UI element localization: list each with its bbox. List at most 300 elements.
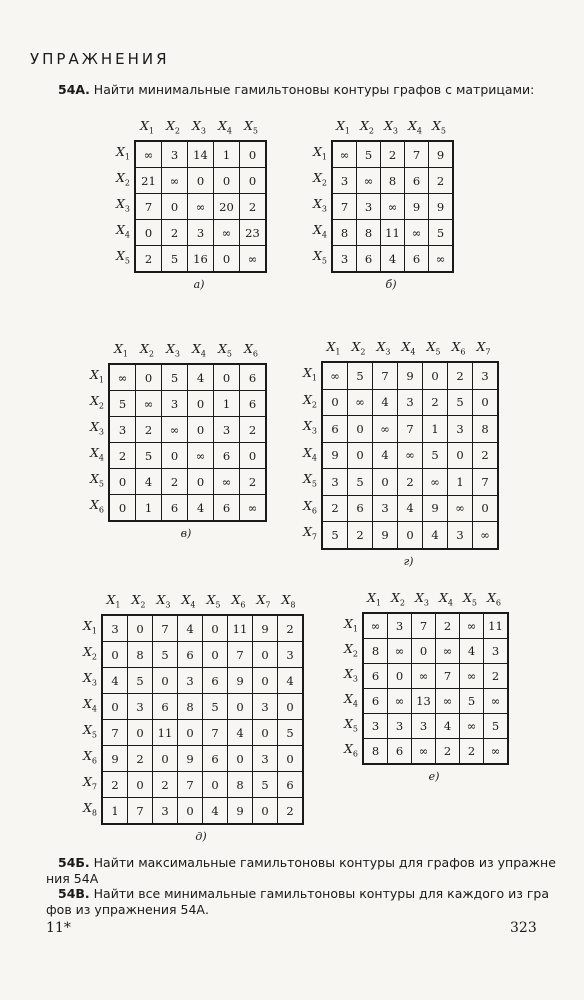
matrix-cell: 6 — [388, 739, 412, 765]
matrix-cell: 0 — [162, 194, 188, 220]
matrix-cell: ∞ — [388, 639, 412, 664]
matrix-cell: ∞ — [373, 416, 398, 443]
matrix-cell: 1 — [448, 469, 473, 496]
matrix-cell: 5 — [253, 772, 278, 798]
column-header: $X_4$ — [218, 118, 232, 136]
matrix-row — [332, 246, 453, 273]
matrix-cell: 2 — [423, 389, 448, 416]
matrix-cell: 3 — [473, 362, 499, 389]
matrix-cell: ∞ — [162, 168, 188, 194]
column-header: $X_1$ — [140, 118, 154, 136]
matrix-cell: 9 — [253, 615, 278, 642]
matrix-table — [331, 140, 454, 273]
matrix-cell: 20 — [214, 194, 240, 220]
matrix-row — [322, 469, 498, 496]
matrix-cell: 7 — [178, 772, 203, 798]
matrix-cell: 3 — [412, 714, 436, 739]
matrix-cell: ∞ — [448, 495, 473, 522]
matrix-cell: 7 — [153, 615, 178, 642]
matrix-cell: 6 — [357, 246, 381, 273]
row-label: $X_5$ — [344, 715, 358, 733]
matrix-cell: 0 — [278, 746, 304, 772]
matrix-cell: 4 — [460, 639, 484, 664]
matrix-cell: 0 — [253, 798, 278, 825]
matrix-cell: 8 — [332, 220, 357, 246]
column-header: $X_1$ — [106, 592, 121, 610]
matrix-cell: 0 — [188, 168, 214, 194]
matrix-cell: 2 — [153, 772, 178, 798]
matrix-cell: 9 — [102, 746, 128, 772]
matrix-row — [109, 364, 266, 391]
matrix-cell: 0 — [162, 443, 188, 469]
matrix-caption: д) — [195, 830, 207, 843]
matrix-cell: ∞ — [240, 246, 267, 273]
matrix-cell: 5 — [348, 469, 373, 496]
matrix-cell: ∞ — [332, 141, 357, 168]
row-label: $X_7$ — [83, 774, 97, 792]
matrix-cell: 4 — [373, 442, 398, 469]
matrix-cell: 8 — [473, 416, 499, 443]
column-header: $X_3$ — [376, 339, 391, 357]
matrix-cell: ∞ — [188, 194, 214, 220]
matrix-cell: 6 — [322, 416, 348, 443]
matrix-row — [332, 194, 453, 220]
column-header: $X_3$ — [415, 590, 429, 608]
matrix-cell: 8 — [363, 639, 388, 664]
exercise-54a-text: Найти минимальные гамильтоновы контуры графов с матрицами: — [89, 82, 535, 97]
row-label: $X_1$ — [344, 615, 358, 633]
matrix-cell: 0 — [214, 364, 240, 391]
matrix-cell: 2 — [436, 739, 460, 765]
matrix-cell: 0 — [448, 442, 473, 469]
exercise-54a — [58, 82, 578, 98]
matrix-cell: 0 — [253, 642, 278, 668]
matrix-cell: 21 — [135, 168, 162, 194]
matrix-cell: ∞ — [240, 495, 267, 522]
column-header: $X_6$ — [451, 339, 466, 357]
matrix-cell: 11 — [484, 613, 509, 639]
matrix-cell: 3 — [322, 469, 348, 496]
matrix-cell: 9 — [429, 141, 454, 168]
matrix-cell: 7 — [102, 720, 128, 746]
row-label: $X_5$ — [313, 248, 327, 266]
column-header: $X_1$ — [114, 341, 128, 359]
matrix-row — [322, 442, 498, 469]
row-label: $X_6$ — [344, 740, 358, 758]
matrix-cell: 5 — [423, 442, 448, 469]
column-header: $X_5$ — [463, 590, 477, 608]
matrix-table — [101, 614, 304, 825]
column-header: $X_3$ — [156, 592, 171, 610]
row-label: $X_4$ — [344, 690, 358, 708]
matrix-cell: ∞ — [460, 714, 484, 739]
matrix-cell: 8 — [178, 694, 203, 720]
row-label: $X_2$ — [116, 170, 130, 188]
column-header: $X_2$ — [351, 339, 366, 357]
matrix-cell: 0 — [240, 168, 267, 194]
matrix-cell: 13 — [412, 689, 436, 714]
matrix-cell: 0 — [398, 522, 423, 549]
matrix-row — [109, 417, 266, 443]
matrix-row — [363, 714, 508, 739]
matrix-cell: 3 — [109, 417, 136, 443]
matrix-cell: ∞ — [135, 141, 162, 168]
matrix-cell: 6 — [240, 364, 267, 391]
matrix-cell: 5 — [109, 391, 136, 417]
matrix-row — [135, 246, 266, 273]
matrix-cell: 3 — [162, 391, 188, 417]
signature-mark: 11* — [46, 920, 71, 936]
matrix-cell: 0 — [153, 746, 178, 772]
matrix-cell: 8 — [363, 739, 388, 765]
matrix-cell: 0 — [128, 720, 153, 746]
page-number: 323 — [510, 920, 537, 936]
matrix-table — [134, 140, 267, 273]
matrix-cell: 0 — [188, 417, 214, 443]
matrix-cell: 1 — [423, 416, 448, 443]
matrix-cell: 4 — [398, 495, 423, 522]
row-label: $X_4$ — [303, 444, 317, 463]
matrix-cell: 0 — [128, 772, 153, 798]
exercise-54b-number: 54Б. — [58, 855, 90, 870]
row-label: $X_3$ — [313, 196, 327, 214]
matrix-cell: ∞ — [381, 194, 405, 220]
matrix-cell: 9 — [373, 522, 398, 549]
matrix-cell: ∞ — [398, 442, 423, 469]
matrix-row — [322, 416, 498, 443]
matrix-cell: 6 — [278, 772, 304, 798]
row-label: $X_3$ — [83, 670, 97, 688]
matrix-cell: 3 — [448, 416, 473, 443]
matrix-cell: 3 — [188, 220, 214, 246]
matrix-caption: в) — [180, 527, 192, 540]
matrix-cell: 5 — [278, 720, 304, 746]
matrix-cell: 2 — [473, 442, 499, 469]
matrix-cell: ∞ — [412, 664, 436, 689]
matrix-cell: 8 — [128, 642, 153, 668]
matrix-cell: 3 — [448, 522, 473, 549]
matrix-cell: 5 — [348, 362, 373, 389]
matrix-cell: 0 — [240, 141, 267, 168]
matrix-cell: 2 — [162, 469, 188, 495]
matrix-row — [102, 694, 303, 720]
matrix-cell: 6 — [240, 391, 267, 417]
matrix-cell: 3 — [153, 798, 178, 825]
row-label: $X_8$ — [83, 800, 97, 818]
matrix-cell: 2 — [381, 141, 405, 168]
matrix-cell: 6 — [203, 668, 228, 694]
matrix-cell: 5 — [460, 689, 484, 714]
matrix-row — [332, 141, 453, 168]
matrix-cell: 6 — [153, 694, 178, 720]
matrix-cell: 2 — [128, 746, 153, 772]
row-label: $X_4$ — [83, 696, 97, 714]
matrix-row — [363, 739, 508, 765]
matrix-cell: 2 — [240, 469, 267, 495]
matrix-cell: ∞ — [460, 613, 484, 639]
matrix-cell: 4 — [188, 364, 214, 391]
matrix-cell: 2 — [162, 220, 188, 246]
matrix-cell: ∞ — [423, 469, 448, 496]
matrix-cell: 9 — [322, 442, 348, 469]
matrix-cell: 11 — [381, 220, 405, 246]
matrix-cell: 2 — [278, 798, 304, 825]
column-header: $X_5$ — [218, 341, 232, 359]
row-label: $X_2$ — [303, 391, 317, 410]
matrix-cell: 0 — [178, 798, 203, 825]
matrix-cell: 0 — [388, 664, 412, 689]
matrix-table — [362, 612, 509, 765]
matrix-row — [102, 668, 303, 694]
matrix-cell: 6 — [363, 689, 388, 714]
matrix-cell: ∞ — [484, 739, 509, 765]
matrix-cell: 0 — [109, 469, 136, 495]
column-header: $X_1$ — [367, 590, 381, 608]
matrix-cell: ∞ — [357, 168, 381, 194]
matrix-cell: 0 — [136, 364, 162, 391]
matrix-cell: ∞ — [484, 689, 509, 714]
matrix-cell: ∞ — [348, 389, 373, 416]
matrix-cell: 9 — [228, 798, 253, 825]
matrix-cell: 0 — [253, 668, 278, 694]
matrix-cell: 0 — [253, 720, 278, 746]
matrix-cell: 4 — [381, 246, 405, 273]
matrix-cell: 6 — [363, 664, 388, 689]
matrix-row — [135, 141, 266, 168]
matrix-cell: 7 — [332, 194, 357, 220]
column-header: $X_3$ — [384, 118, 398, 136]
matrix-cell: 4 — [136, 469, 162, 495]
matrix-cell: 3 — [128, 694, 153, 720]
matrix-row — [109, 495, 266, 522]
matrix-cell: 7 — [412, 613, 436, 639]
matrix-cell: 8 — [357, 220, 381, 246]
column-header: $X_4$ — [408, 118, 422, 136]
row-label: $X_2$ — [313, 170, 327, 188]
row-label: $X_2$ — [90, 393, 104, 411]
column-header: $X_7$ — [476, 339, 491, 357]
row-label: $X_2$ — [344, 640, 358, 658]
matrix-row — [109, 469, 266, 495]
matrix-caption: е) — [428, 770, 440, 783]
row-label: $X_3$ — [90, 419, 104, 437]
matrix-cell: 0 — [322, 389, 348, 416]
matrix-table — [321, 361, 499, 550]
row-label: $X_5$ — [303, 471, 317, 489]
matrix-cell: 5 — [322, 522, 348, 549]
matrix-cell: ∞ — [188, 443, 214, 469]
matrix-cell: 11 — [228, 615, 253, 642]
matrix-cell: 4 — [436, 714, 460, 739]
row-label: $X_5$ — [83, 722, 97, 740]
matrix-cell: 3 — [373, 495, 398, 522]
exercise-54c — [46, 886, 558, 918]
row-label: $X_4$ — [90, 445, 104, 463]
matrix-cell: 7 — [398, 416, 423, 443]
exercise-54b-line1: Найти максимальные гамильтоновы контуры для графов из упражне — [89, 855, 556, 870]
matrix-cell: 0 — [203, 772, 228, 798]
matrix-cell: 0 — [102, 642, 128, 668]
matrix-cell: ∞ — [412, 739, 436, 765]
exercise-54c-number: 54В. — [58, 886, 90, 901]
matrix-cell: 6 — [178, 642, 203, 668]
matrix-cell: 0 — [348, 416, 373, 443]
column-header: $X_4$ — [401, 339, 416, 357]
matrix-cell: 5 — [162, 246, 188, 273]
matrix-cell: 2 — [240, 194, 267, 220]
column-header: $X_4$ — [192, 341, 206, 359]
matrix-cell: 3 — [332, 246, 357, 273]
matrix-cell: 7 — [436, 664, 460, 689]
matrix-row — [322, 522, 498, 549]
exercise-54a-number: 54А. — [58, 82, 90, 97]
column-header: $X_4$ — [181, 592, 196, 610]
matrix-cell: 0 — [214, 168, 240, 194]
matrix-cell: 2 — [240, 417, 267, 443]
column-header: $X_2$ — [360, 118, 374, 136]
matrix-cell: 2 — [429, 168, 454, 194]
matrix-row — [332, 220, 453, 246]
column-header: $X_4$ — [439, 590, 453, 608]
matrix-cell: 9 — [398, 362, 423, 389]
matrix-cell: 2 — [136, 417, 162, 443]
matrix-cell: 2 — [448, 362, 473, 389]
row-label: $X_1$ — [83, 618, 97, 636]
matrix-cell: 0 — [214, 246, 240, 273]
matrix-cell: ∞ — [460, 664, 484, 689]
column-header: $X_8$ — [281, 592, 296, 610]
row-label: $X_3$ — [303, 418, 317, 436]
matrix-cell: 9 — [178, 746, 203, 772]
matrix-cell: ∞ — [363, 613, 388, 639]
row-label: $X_6$ — [90, 497, 104, 515]
matrix-cell: ∞ — [436, 639, 460, 664]
matrix-caption: г) — [403, 554, 414, 568]
column-header: $X_5$ — [206, 592, 221, 610]
row-label: $X_1$ — [116, 144, 130, 162]
matrix-cell: 5 — [357, 141, 381, 168]
matrix-cell: 7 — [405, 141, 429, 168]
matrix-cell: 3 — [253, 746, 278, 772]
matrix-row — [322, 495, 498, 522]
matrix-cell: ∞ — [473, 522, 499, 549]
matrix-cell: 2 — [109, 443, 136, 469]
matrix-cell: 23 — [240, 220, 267, 246]
matrix-cell: 6 — [214, 443, 240, 469]
matrix-cell: 4 — [423, 522, 448, 549]
matrix-cell: ∞ — [136, 391, 162, 417]
matrix-row — [102, 720, 303, 746]
column-header: $X_6$ — [244, 341, 258, 359]
matrix-cell: 0 — [228, 694, 253, 720]
column-header: $X_2$ — [391, 590, 405, 608]
matrix-row — [102, 772, 303, 798]
row-label: $X_5$ — [116, 248, 130, 266]
matrix-cell: 3 — [484, 639, 509, 664]
exercise-54c-line2: фов из упражнения 54А. — [46, 902, 209, 917]
matrix-cell: 9 — [423, 495, 448, 522]
matrix-cell: 1 — [136, 495, 162, 522]
matrix-row — [363, 664, 508, 689]
column-header: $X_3$ — [166, 341, 180, 359]
matrix-cell: 3 — [102, 615, 128, 642]
matrix-cell: 0 — [373, 469, 398, 496]
matrix-cell: ∞ — [322, 362, 348, 389]
section-heading: УПРАЖНЕНИЯ — [30, 50, 170, 68]
matrix-cell: 2 — [348, 522, 373, 549]
exercise-54b-line2: ния 54А — [46, 871, 99, 886]
matrix-cell: 0 — [188, 391, 214, 417]
column-header: $X_6$ — [231, 592, 246, 610]
matrix-cell: 0 — [203, 642, 228, 668]
row-label: $X_4$ — [313, 222, 327, 240]
row-label: $X_6$ — [303, 497, 317, 516]
matrix-cell: 2 — [398, 469, 423, 496]
matrix-cell: 4 — [188, 495, 214, 522]
matrix-cell: 2 — [436, 613, 460, 639]
row-label: $X_1$ — [313, 144, 327, 162]
matrix-cell: 6 — [214, 495, 240, 522]
matrix-cell: 5 — [448, 389, 473, 416]
matrix-cell: 0 — [412, 639, 436, 664]
matrix-cell: 3 — [388, 613, 412, 639]
matrix-cell: 8 — [381, 168, 405, 194]
matrix-cell: 4 — [373, 389, 398, 416]
matrix-cell: 8 — [228, 772, 253, 798]
matrix-row — [135, 194, 266, 220]
matrix-cell: 3 — [388, 714, 412, 739]
matrix-cell: 5 — [128, 668, 153, 694]
matrix-row — [363, 639, 508, 664]
column-header: $X_5$ — [432, 118, 446, 136]
matrix-cell: 0 — [203, 615, 228, 642]
matrix-cell: ∞ — [109, 364, 136, 391]
row-label: $X_7$ — [303, 524, 317, 542]
column-header: $X_2$ — [131, 592, 146, 610]
matrix-cell: 0 — [228, 746, 253, 772]
matrix-cell: 6 — [162, 495, 188, 522]
matrix-cell: 4 — [278, 668, 304, 694]
matrix-cell: 11 — [153, 720, 178, 746]
matrix-cell: 2 — [102, 772, 128, 798]
column-header: $X_5$ — [244, 118, 258, 136]
matrix-cell: 9 — [405, 194, 429, 220]
matrix-caption: а) — [193, 278, 205, 291]
column-header: $X_3$ — [192, 118, 206, 136]
exercise-54c-line1: Найти все минимальные гамильтоновы контуры для каждого из гра — [89, 886, 550, 901]
matrix-cell: 2 — [484, 664, 509, 689]
matrix-cell: 1 — [214, 141, 240, 168]
matrix-cell: 7 — [373, 362, 398, 389]
matrix-cell: 0 — [188, 469, 214, 495]
matrix-row — [332, 168, 453, 194]
matrix-cell: 3 — [332, 168, 357, 194]
matrix-cell: 0 — [178, 720, 203, 746]
matrix-cell: 2 — [278, 615, 304, 642]
matrix-row — [102, 615, 303, 642]
matrix-cell: 0 — [128, 615, 153, 642]
matrix-cell: 9 — [228, 668, 253, 694]
column-header: $X_7$ — [256, 592, 271, 610]
matrix-row — [322, 389, 498, 416]
matrix-caption: б) — [385, 278, 397, 291]
matrix-cell: 5 — [136, 443, 162, 469]
matrix-cell: 0 — [109, 495, 136, 522]
matrix-cell: 4 — [102, 668, 128, 694]
matrix-cell: 4 — [178, 615, 203, 642]
matrix-cell: 0 — [102, 694, 128, 720]
matrix-cell: 5 — [203, 694, 228, 720]
